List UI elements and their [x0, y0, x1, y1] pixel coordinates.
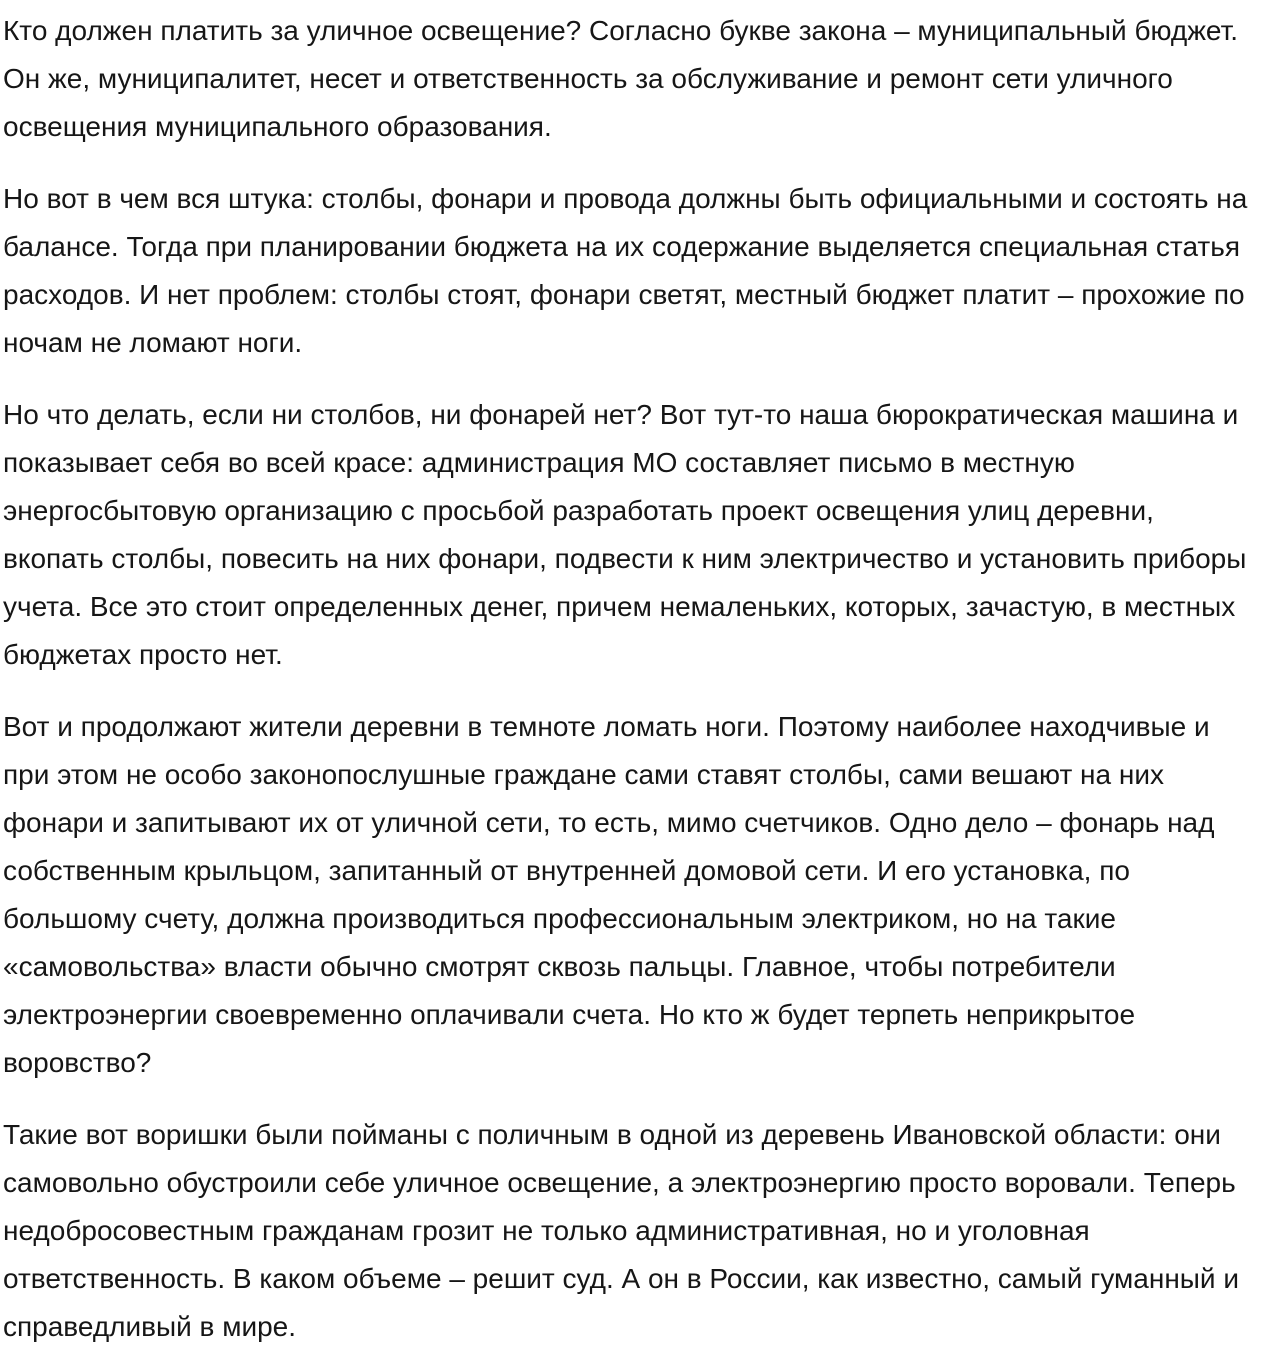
paragraph-caught-thieves: Такие вот воришки были пойманы с поличным в одной из деревень Ивановской области: они самовольно обустроили себе уличное освещение, а электроэнергию просто воровали. Теперь недобросовестным гражданам грозит не только административная, но и уголовная ответственность. В каком объеме – решит суд. А он в России, как известно, самый гуманный и справедливый в мире. [3, 1119, 1239, 1342]
paragraph-who-pays: Кто должен платить за уличное освещение? Согласно букве закона – муниципальный бюджет. Он же, муниципалитет, несет и ответственность за обслуживание и ремонт сети уличного освещения муниципального образования. [3, 15, 1239, 142]
paragraph-official-balance: Но вот в чем вся штука: столбы, фонари и провода должны быть официальными и состоять на балансе. Тогда при планировании бюджета на их содержание выделяется специальная статья расходов. И нет проблем: столбы стоят, фонари светят, местный бюджет платит – прохожие по ночам не ломают ноги. [3, 183, 1248, 358]
paragraph-self-installed-lights: Вот и продолжают жители деревни в темноте ломать ноги. Поэтому наиболее находчивые и при этом не особо законопослушные граждане сами ставят столбы, сами вешают на них фонари и запитывают их от уличной сети, то есть, мимо счетчиков. Одно дело – фонарь над собственным крыльцом, запитанный от внутренней домовой сети. И его установка, по большому счету, должна производиться профессиональным электриком, но на такие «самовольства» власти обычно смотрят сквозь пальцы. Главное, чтобы потребители электроэнергии своевременно оплачивали счета. Но кто ж будет терпеть неприкрытое воровство? [3, 711, 1215, 1078]
paragraph-bureaucracy: Но что делать, если ни столбов, ни фонарей нет? Вот тут-то наша бюрократическая машина и показывает себя во всей красе: администрация МО составляет письмо в местную энергосбытовую организацию с просьбой разработать проект освещения улиц деревни, вкопать столбы, повесить на них фонари, подвести к ним электричество и установить приборы учета. Все это стоит определенных денег, причем немаленьких, которых, зачастую, в местных бюджетах просто нет. [3, 399, 1247, 670]
